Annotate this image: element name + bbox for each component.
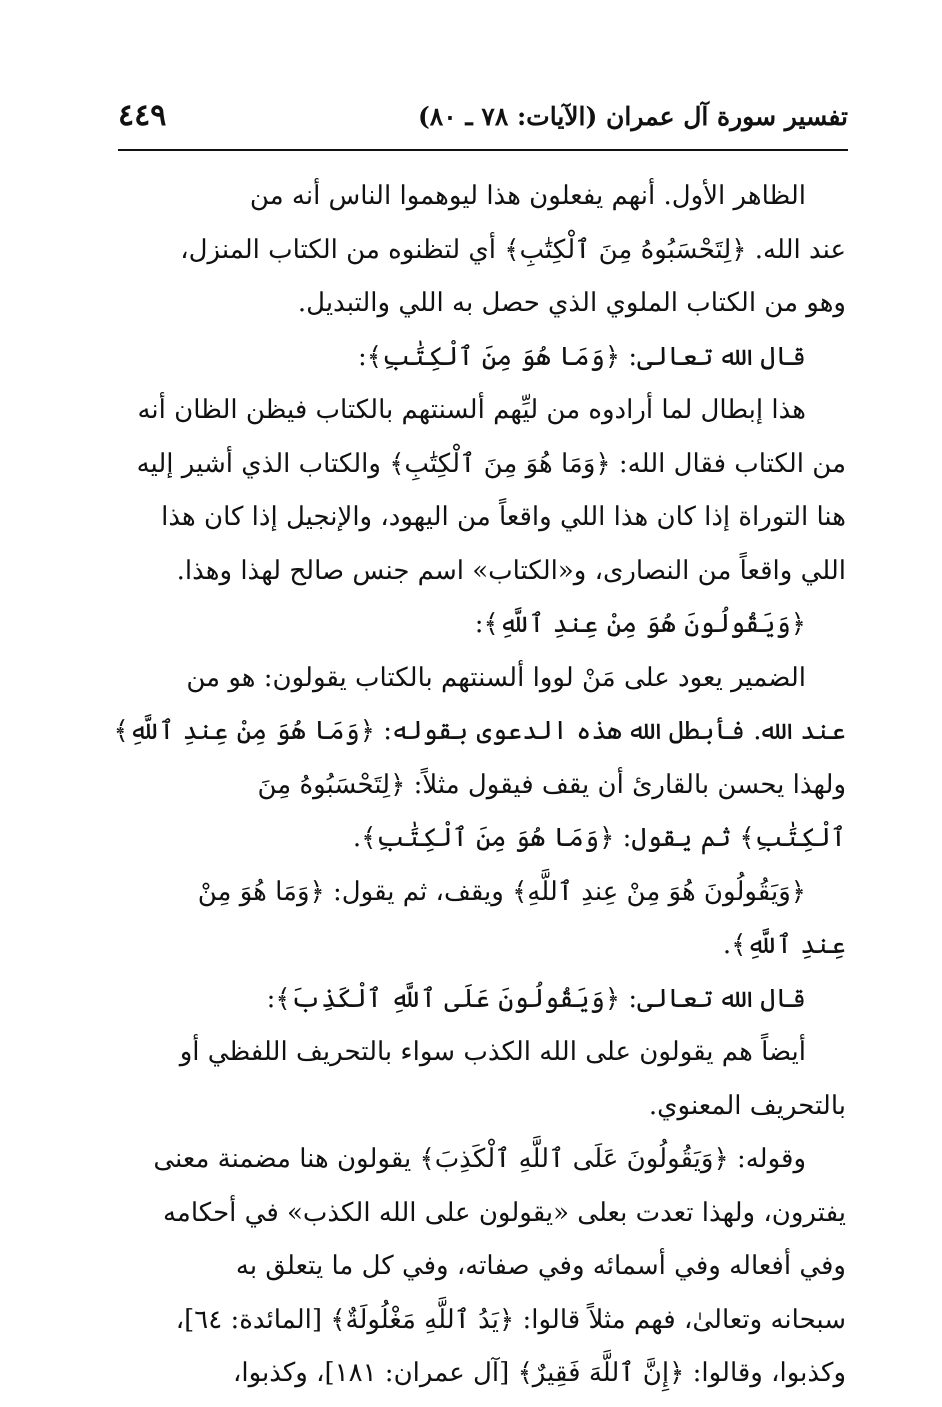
text-line: الضمير يعود على مَنْ لووا ألسنتهم بالكتاب يقولون: هو من: [186, 662, 806, 693]
text-line: هذا إبطال لما أرادوه من ليِّهم ألسنتهم بالكتاب فيظن الظان أنه: [137, 395, 806, 425]
running-title: تفسير سورة آل عمران (الآيات: ٧٨ ـ ٨٠): [417, 102, 848, 131]
page-number: ٤٤٩: [118, 98, 167, 133]
section-heading: قال الله تعالى: ﴿وَيَقُولُونَ عَلَى ٱللَّهِ ٱلْكَذِبَ﴾:: [266, 983, 806, 1014]
text-line: الظاهر الأول. أنهم يفعلون هذا ليوهموا الناس أنه من: [249, 181, 806, 211]
text-line: وهو من الكتاب الملوي الذي حصل به اللي والتبديل.: [297, 288, 846, 318]
text-line: بالتحريف المعنوي.: [648, 1090, 846, 1121]
text-line: ﴿وَيَقُولُونَ هُوَ مِنْ عِندِ ٱللَّهِ﴾ ويقف، ثم يقول: ﴿وَمَا هُوَ مِنْ: [197, 876, 806, 907]
text-line: وقوله: ﴿وَيَقُولُونَ عَلَى ٱللَّهِ ٱلْكَذِبَ﴾ يقولون هنا مضمنة معنى: [153, 1144, 806, 1174]
text-line: من الكتاب فقال الله: ﴿وَمَا هُوَ مِنَ ٱلْكِتَٰبِ﴾ والكتاب الذي أشير إليه: [136, 448, 846, 479]
text-line: هنا التوراة إذا كان هذا اللي واقعاً من اليهود، والإنجيل إذا كان هذا: [161, 502, 846, 532]
header-divider: [118, 149, 848, 151]
text-line: ٱلْكِتَٰبِ﴾ ثم يقول: ﴿وَمَا هُوَ مِنَ ٱلْكِتَٰبِ﴾.: [352, 823, 846, 853]
text-line: ولهذا يحسن بالقارئ أن يقف فيقول مثلاً: ﴿لِتَحْسَبُوهُ مِنَ: [257, 769, 846, 800]
body-text: [112, 170, 846, 1401]
text-line: أيضاً هم يقولون على الله الكذب سواء بالتحريف اللفظي أو: [179, 1037, 806, 1067]
text-line: عند الله. فأبطل الله هذه الدعوى بقوله: ﴿وَمَا هُوَ مِنْ عِندِ ٱللَّهِ﴾: [113, 716, 846, 746]
text-line: عند الله. ﴿لِتَحْسَبُوهُ مِنَ ٱلْكِتَٰبِ﴾ أي لتظنوه من الكتاب المنزل،: [180, 234, 846, 265]
page-header: [118, 98, 848, 144]
text-line: سبحانه وتعالىٰ، فهم مثلاً قالوا: ﴿يَدُ ٱللَّهِ مَغْلُولَةٌ﴾ [المائدة: ٦٤]،: [175, 1304, 846, 1335]
text-line: اللي واقعاً من النصارى، و«الكتاب» اسم جنس صالح لهذا وهذا.: [176, 555, 846, 586]
text-line: يفترون، ولهذا تعدت بعلى «يقولون على الله الكذب» في أحكامه: [162, 1197, 846, 1228]
text-line: عِندِ ٱللَّهِ﴾.: [722, 930, 846, 960]
text-line: وكذبوا، وقالوا: ﴿إِنَّ ٱللَّهَ فَقِيرٌ﴾ [آل عمران: ١٨١]، وكذبوا،: [232, 1358, 846, 1388]
section-heading: ﴿وَيَقُولُونَ هُوَ مِنْ عِندِ ٱللَّهِ﴾:: [474, 609, 806, 639]
section-heading: قال الله تعالى: ﴿وَمَا هُوَ مِنَ ٱلْكِتَٰبِ﴾:: [358, 341, 806, 372]
text-line: وفي أفعاله وفي أسمائه وفي صفاته، وفي كل ما يتعلق به: [235, 1251, 846, 1281]
